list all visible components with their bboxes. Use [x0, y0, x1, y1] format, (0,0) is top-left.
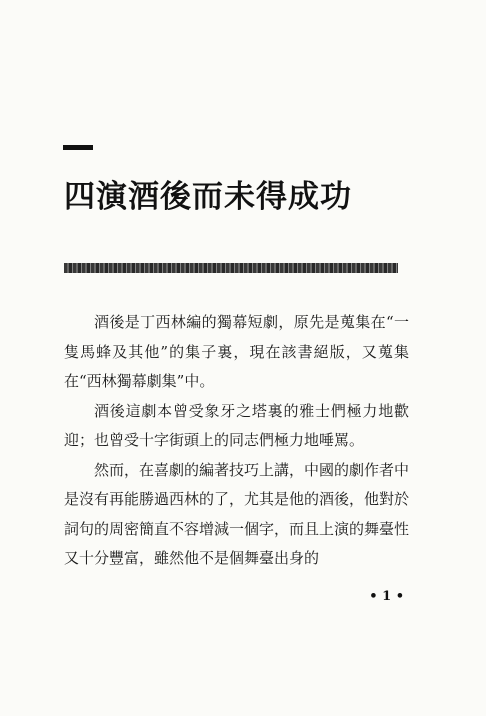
paragraph-3: 然而，在喜劇的編著技巧上講，中國的劇作者中是沒有再能勝過西林的了，尤其是他的酒後，他對於詞句的周密簡直不容增減一個字，而且上演的舞臺性又十分豐富，雖然他不是個舞臺出身的	[64, 460, 410, 567]
section-rule	[64, 263, 398, 273]
body-text	[64, 308, 409, 574]
page-number: • 1 •	[369, 589, 404, 604]
paragraph-2: 酒後這劇本曾受象牙之塔裏的雅士們極力地歡迎；也曾受十字街頭上的同志們極力地唾罵。	[64, 401, 409, 449]
chapter-number-mark	[63, 145, 93, 150]
paragraph-1: 酒後是丁西林編的獨幕短劇，原先是蒐集在“一隻馬蜂及其他”的集子裏，現在該書絕版，又蒐集在“西林獨幕劇集”中。	[64, 313, 409, 390]
chapter-title: 四演酒後而未得成功	[64, 179, 352, 215]
